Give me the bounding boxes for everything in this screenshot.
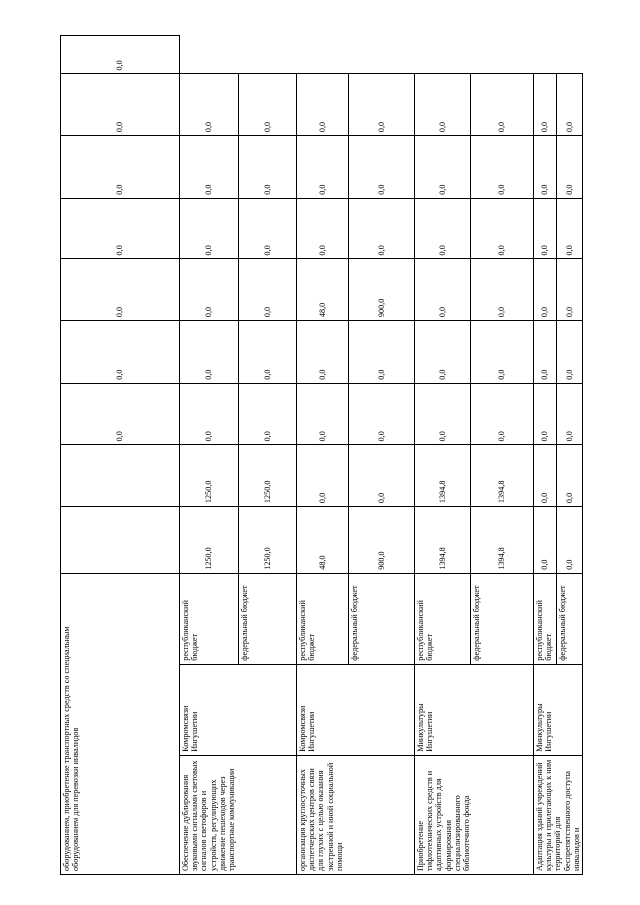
value-cell: 0,0 <box>349 136 415 199</box>
value-cell: 0,0 <box>349 198 415 259</box>
funding-source-cell: республиканский бюджет <box>297 573 349 664</box>
funding-source-cell: федеральный бюджет <box>349 573 415 664</box>
value-cell: 0,0 <box>297 445 349 507</box>
value-cell: 1394,8 <box>471 507 534 574</box>
value-cell: 0,0 <box>239 198 297 259</box>
value-cell: 0,0 <box>61 259 180 321</box>
value-cell: 0,0 <box>415 259 471 321</box>
activity-name-cell: Адаптация зданий учреждений культуры и прилегающих к ним территорий для беспрепятственного доступа инвалидов и <box>534 755 583 874</box>
value-cell: 0,0 <box>61 74 180 136</box>
executor-cell: Комромсвязи Ингушетии <box>297 664 415 755</box>
value-cell: 0,0 <box>471 259 534 321</box>
value-cell: 1250,0 <box>239 507 297 574</box>
funding-source-cell: республиканский бюджет <box>415 573 471 664</box>
value-cell: 0,0 <box>180 74 239 136</box>
value-cell: 0,0 <box>534 321 557 384</box>
value-cell: 0,0 <box>415 383 471 445</box>
value-cell: 0,0 <box>297 383 349 445</box>
table-row <box>61 36 180 875</box>
value-cell: 0,0 <box>557 445 583 507</box>
value-cell: 0,0 <box>534 507 557 574</box>
value-cell: 0,0 <box>557 198 583 259</box>
value-cell: 0,0 <box>415 136 471 199</box>
activity-name-cell: Обеспечение дублирования звуковыми сигналами световых сигналов светофоров и устройств, регулирующих движение пешеходов через транспортные коммуникации <box>180 755 297 874</box>
value-cell: 0,0 <box>349 445 415 507</box>
activity-name-cell: оборудованием, приобретение транспортных средств со специальным оборудованием для перевозки инвалидов <box>61 573 180 874</box>
table-row <box>534 36 557 875</box>
value-cell: 0,0 <box>239 383 297 445</box>
table-row <box>180 36 239 875</box>
value-cell: 0,0 <box>180 383 239 445</box>
value-cell: 0,0 <box>349 74 415 136</box>
value-cell: 0,0 <box>180 198 239 259</box>
value-cell: 900,0 <box>349 259 415 321</box>
value-cell: 0,0 <box>415 198 471 259</box>
value-cell: 0,0 <box>180 259 239 321</box>
value-cell: 0,0 <box>471 136 534 199</box>
value-cell: 0,0 <box>239 136 297 199</box>
value-cell: 900,0 <box>349 507 415 574</box>
value-cell: 0,0 <box>557 383 583 445</box>
funding-source-cell: федеральный бюджет <box>471 573 534 664</box>
value-cell: 0,0 <box>180 136 239 199</box>
value-cell: 0,0 <box>557 507 583 574</box>
value-cell: 0,0 <box>61 321 180 384</box>
value-cell: 48,0 <box>297 507 349 574</box>
value-cell: 1250,0 <box>180 507 239 574</box>
value-cell: 0,0 <box>471 198 534 259</box>
value-cell: 1250,0 <box>239 445 297 507</box>
value-cell: 0,0 <box>534 445 557 507</box>
value-cell: 0,0 <box>239 321 297 384</box>
value-cell: 1394,8 <box>415 445 471 507</box>
empty-cell <box>61 445 180 507</box>
value-cell: 0,0 <box>557 321 583 384</box>
value-cell: 0,0 <box>557 136 583 199</box>
value-cell: 1394,8 <box>415 507 471 574</box>
value-cell: 0,0 <box>471 74 534 136</box>
program-activities-table <box>60 35 583 875</box>
value-cell: 0,0 <box>349 383 415 445</box>
value-cell: 0,0 <box>534 198 557 259</box>
value-cell: 48,0 <box>297 259 349 321</box>
value-cell: 0,0 <box>61 36 180 74</box>
funding-source-cell: федеральный бюджет <box>239 573 297 664</box>
activity-name-cell: организация круглосуточных диспетчерских центров связи для глухих с целью оказания экстренной и иной социальной помощи <box>297 755 415 874</box>
executor-cell: Комромсвязи Ингушетии <box>180 664 297 755</box>
value-cell: 0,0 <box>534 259 557 321</box>
funding-source-cell: республиканский бюджет <box>180 573 239 664</box>
value-cell: 0,0 <box>297 136 349 199</box>
value-cell: 0,0 <box>180 321 239 384</box>
value-cell: 0,0 <box>471 383 534 445</box>
rotated-table-container <box>60 35 581 875</box>
value-cell: 0,0 <box>61 383 180 445</box>
value-cell: 0,0 <box>349 321 415 384</box>
table-row <box>415 36 471 875</box>
value-cell: 0,0 <box>61 198 180 259</box>
value-cell: 0,0 <box>557 259 583 321</box>
value-cell: 0,0 <box>297 198 349 259</box>
executor-cell: Минкультуры Ингушетии <box>534 664 583 755</box>
value-cell: 0,0 <box>239 74 297 136</box>
value-cell: 0,0 <box>415 321 471 384</box>
value-cell: 0,0 <box>61 136 180 199</box>
value-cell: 0,0 <box>557 74 583 136</box>
value-cell: 1394,8 <box>471 445 534 507</box>
value-cell: 1250,0 <box>180 445 239 507</box>
value-cell: 0,0 <box>534 136 557 199</box>
value-cell: 0,0 <box>297 74 349 136</box>
value-cell: 0,0 <box>415 74 471 136</box>
executor-cell: Минкультуры Ингушетии <box>415 664 534 755</box>
activity-name-cell: Приобретение тифлотехнических средств и адаптивных устройств для формирования специализированного библиотечного фонда <box>415 755 534 874</box>
empty-cell <box>61 507 180 574</box>
value-cell: 0,0 <box>239 259 297 321</box>
value-cell: 0,0 <box>471 321 534 384</box>
value-cell: 0,0 <box>534 383 557 445</box>
table-row <box>297 36 349 875</box>
funding-source-cell: федеральный бюджет <box>557 573 583 664</box>
value-cell: 0,0 <box>297 321 349 384</box>
funding-source-cell: республиканский бюджет <box>534 573 557 664</box>
value-cell: 0,0 <box>534 74 557 136</box>
